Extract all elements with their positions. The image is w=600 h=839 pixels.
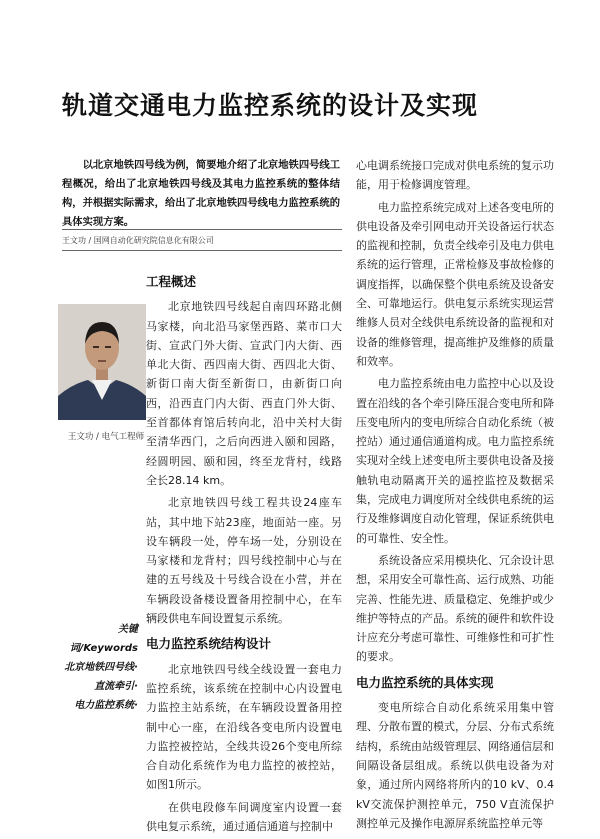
paragraph: 电力监控系统完成对上述各变电所的供电设备及牵引网电动开关设备运行状态的监视和控制，负责全线牵引及电力供电系统的运行管理，正常检修及事故检修的调度指挥，以确保整个供电系统及设备安全、可靠地运行。供电复示系统实现运营维修人员对全线供电系统设备的监视和对设备的维修管理，提高维护及维修的质量和效率。 xyxy=(356,200,554,368)
author-photo xyxy=(58,304,146,420)
article-title: 轨道交通电力监控系统的设计及实现 xyxy=(62,91,479,120)
right-column xyxy=(356,156,554,836)
paragraph: 系统设备应采用模块化、冗余设计思想，采用安全可靠性高、运行成熟、功能完善、性能先进、质量稳定、免维护或少维护等特点的产品。系统的硬件和软件设计应充分考虑可靠性、可维修性和可扩性的要求。 xyxy=(356,553,554,664)
paragraph: 北京地铁四号线起自南四环路北侧马家楼，向北沿马家堡西路、菜市口大街、宣武门外大街、宣武门内大街、西单北大街、西四南大街、西四北大街、新街口南大街至新街口，由新街口向西，沿西直门内大街、西直门外大街、至首都体育馆后转向北，沿中关村大街至清华西门，之后向西进入颐和园路，经圆明园、颐和园，终至龙背村，线路全长28.14 km。 xyxy=(146,300,342,487)
keyword-item: 北京地铁四号线· xyxy=(64,662,138,673)
abstract xyxy=(62,156,340,232)
paragraph: 在供电段修车间调度室内设置一套供电复示系统，通过通信通道与控制中 xyxy=(146,800,342,834)
paragraph: 北京地铁四号线全线设置一套电力监控系统，该系统在控制中心内设置电力监控主站系统，在车辆段设置备用控制中心一座，在沿线各变电所内设置电力监控被控站，全线共设26个变电所综合自动化系统作为电力监控的被控站，如图1所示。 xyxy=(146,662,342,792)
paragraph: 电力监控系统由电力监控中心以及设置在沿线的各个牵引降压混合变电所和降压变电所内的变电所综合自动化系统（被控站）通过通信通道构成。电力监控系统实现对全线上述变电所主要供电设备及接触轨电动隔离开关的遥控监控及数据采集，完成电力调度所对全线供电系统的运行及维修调度自动化管理，保证系统供电的可靠性、安全性。 xyxy=(356,377,554,545)
paragraph: 北京地铁四号线工程共设24座车站，其中地下站23座，地面站一座。另设车辆段一处，停车场一处，分别设在马家楼和龙背村；四号线控制中心与在建的五号线及十号线合设在小营，并在车辆段设备楼设置备用控制中心，在车辆段供电车间设置复示系统。 xyxy=(146,496,342,626)
divider xyxy=(62,250,342,251)
abstract-text: 以北京地铁四号线为例，简要地介绍了北京地铁四号线工程概况，给出了北京地铁四号线及其电力监控系统的整体结构，并根据实际需求，给出了北京地铁四号线电力监控系统的具体实现方案。 xyxy=(62,159,341,228)
section-heading-overview: 工程概述 xyxy=(146,274,197,289)
section-heading-implementation: 电力监控系统的具体实现 xyxy=(356,674,494,690)
keywords xyxy=(56,620,138,715)
keywords-label: 关键词/Keywords xyxy=(69,624,138,654)
author-caption: 王文功 / 电气工程师 xyxy=(67,432,145,442)
paragraph: 变电所综合自动化系统采用集中管理、分散布置的模式，分层、分布式系统结构，系统由站级管理层、网络通信层和间隔设备层组成。系统以供电设备为对象，通过所内网络将所内的10 kV、0.4 kV交流保护测控单元，750 V直流保护测控单元及操作电源屏系统监控单元等 xyxy=(356,701,554,830)
keyword-item: 直流牵引· xyxy=(94,681,138,692)
byline: 王文功 / 国网自动化研究院信息化有限公司 xyxy=(62,236,214,245)
section-heading-structure: 电力监控系统结构设计 xyxy=(146,636,272,652)
middle-column xyxy=(146,266,342,839)
author-portrait-image xyxy=(58,304,146,420)
divider xyxy=(62,229,342,230)
keyword-item: 电力监控系统· xyxy=(74,700,138,711)
paragraph: 心电调系统接口完成对供电系统的复示功能，用于检修调度管理。 xyxy=(356,159,554,192)
